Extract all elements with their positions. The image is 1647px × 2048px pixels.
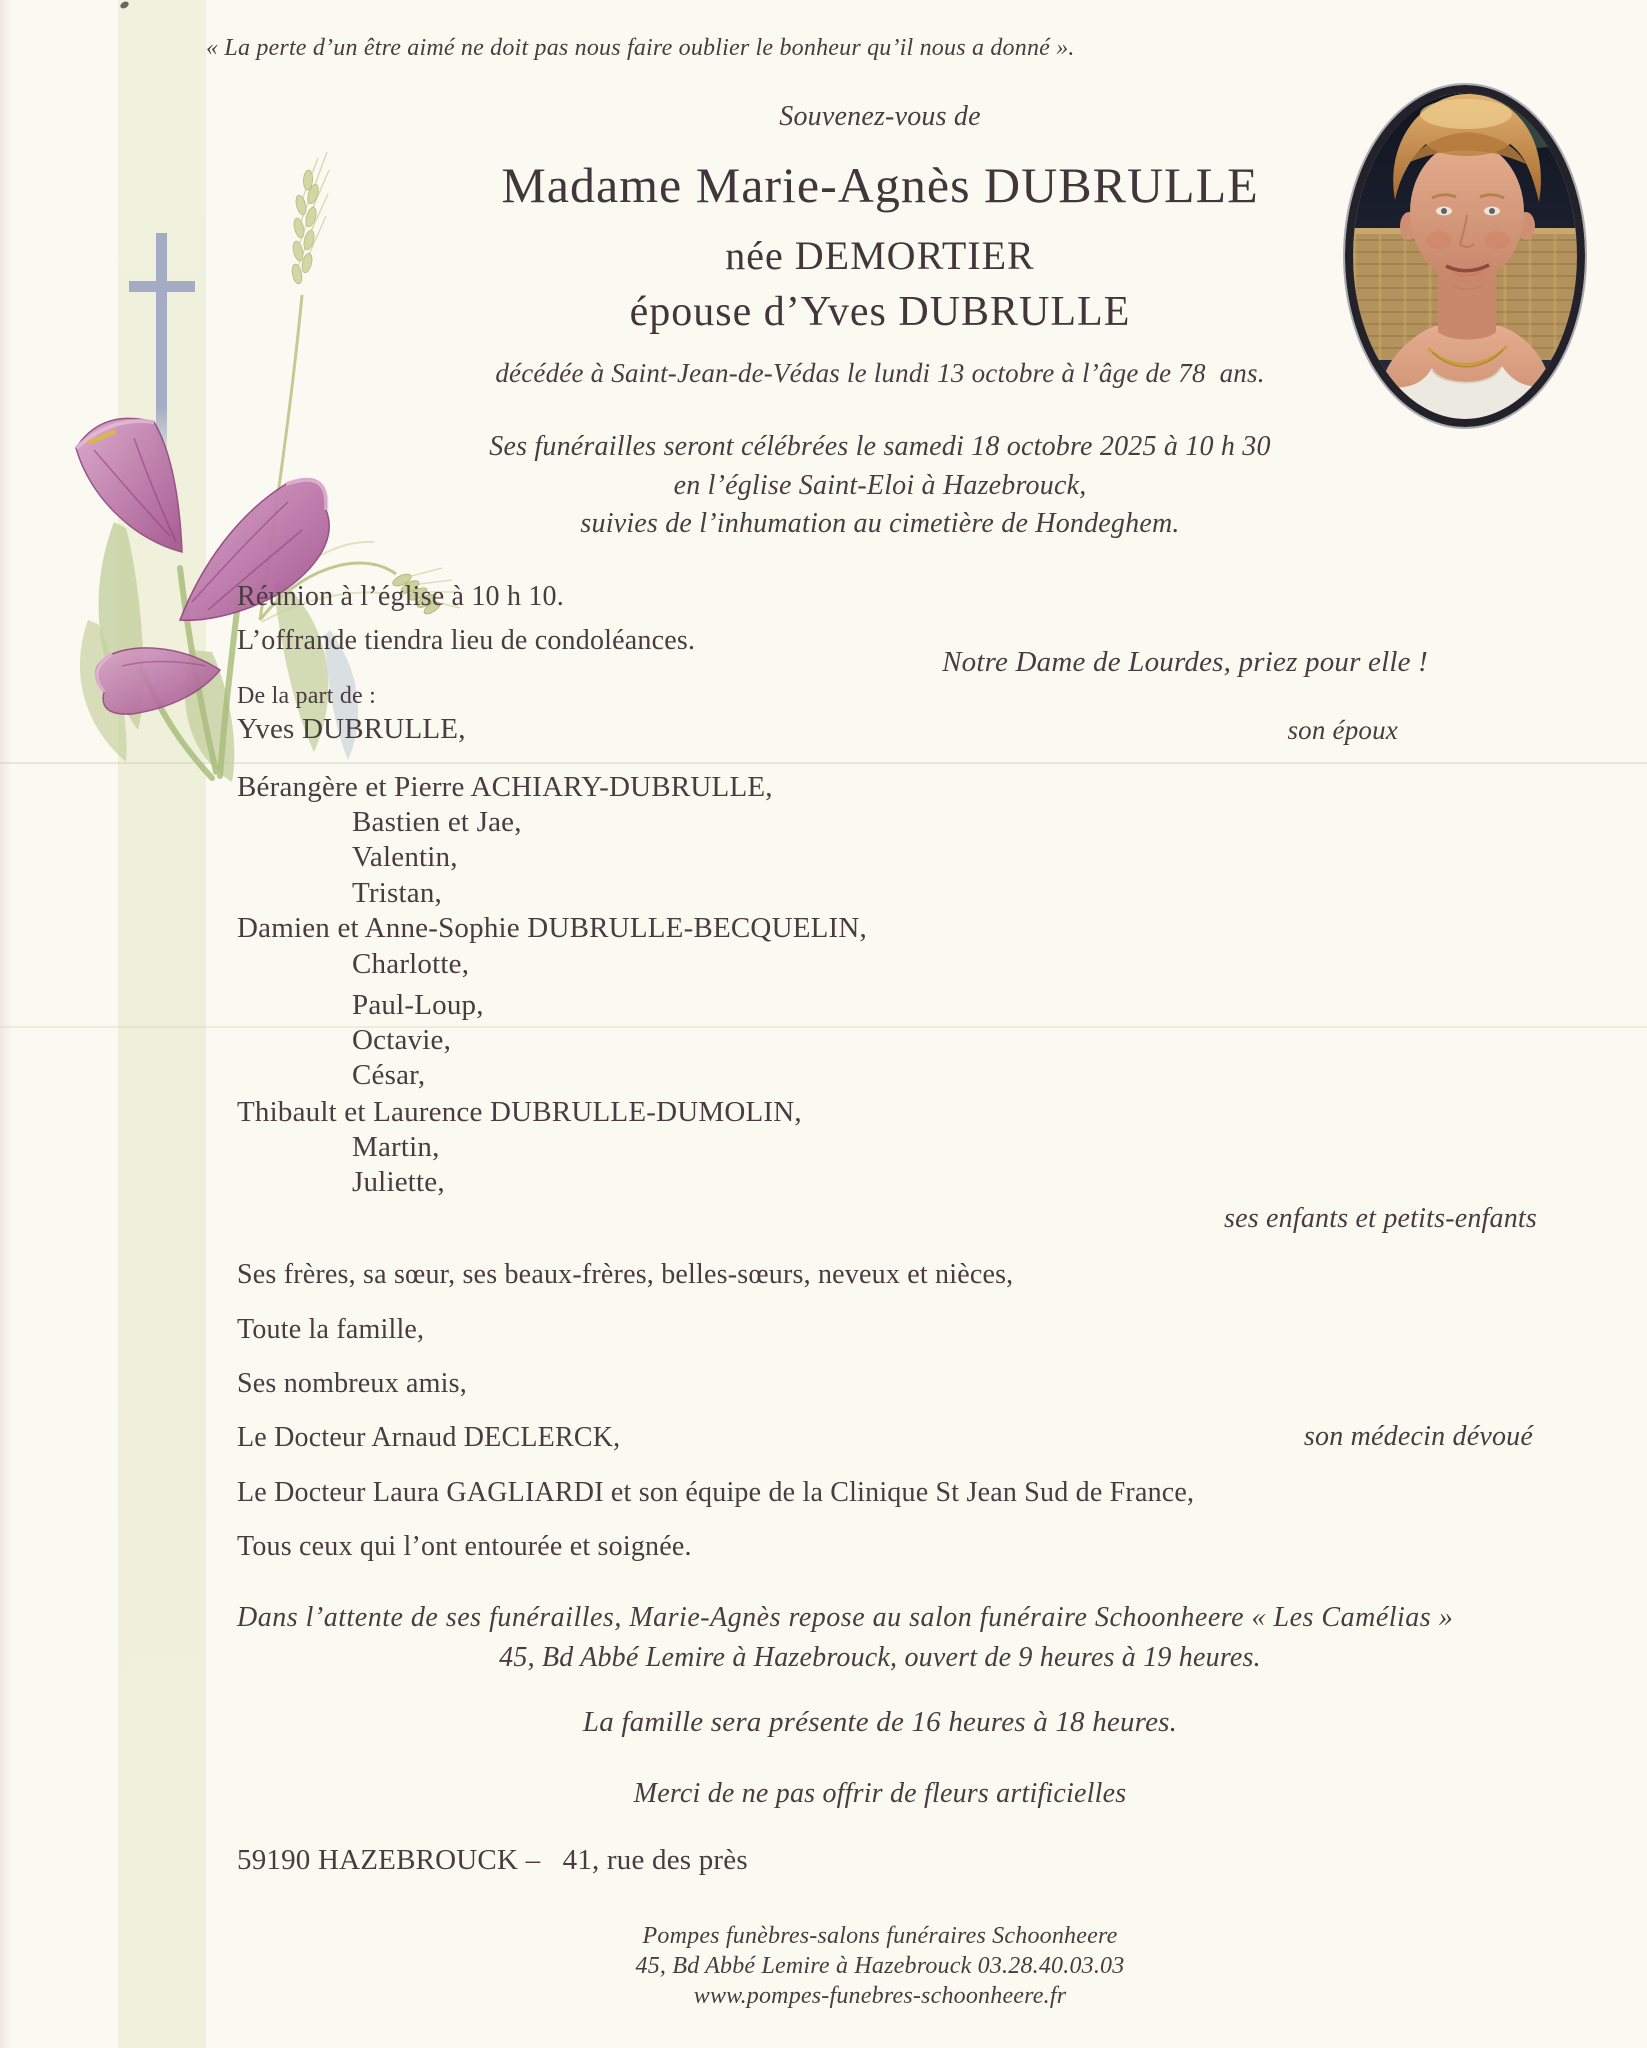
relatives-line: Ses frères, sa sœur, ses beaux-frères, belles-sœurs, neveux et nièces, [237,1259,1014,1290]
husband-role: son époux [1287,715,1398,745]
family-member-line: Bastien et Jae, [352,806,522,838]
family-member-line: Martin, [352,1131,440,1163]
from-label: De la part de : [237,683,376,709]
address-line: 59190 HAZEBROUCK – 41, rue des près [237,1844,748,1876]
repose-line-2: 45, Bd Abbé Lemire à Hazebrouck, ouvert de 9 heures à 19 heures. [499,1642,1261,1673]
scan-left-edge [0,0,12,2048]
family-member-line: Tristan, [352,877,442,909]
family-member-line: César, [352,1059,426,1091]
prayer-line: Notre Dame de Lourdes, priez pour elle ! [942,646,1428,678]
meeting-line: Réunion à l’église à 10 h 10. [237,581,564,612]
fold-crease-bottom [0,1026,1647,1028]
family-member-line: Juliette, [352,1166,445,1198]
family-member-line: Valentin, [352,841,458,873]
death-line: décédée à Saint-Jean-de-Védas le lundi 13 octobre à l’âge de 78 ans. [495,358,1265,388]
children-role: ses enfants et petits-enfants [1224,1203,1537,1234]
spouse-line: épouse d’Yves DUBRULLE [629,289,1131,335]
family-member-line: Paul-Loup, [352,989,484,1021]
remember-line: Souvenez-vous de [779,101,981,132]
family-member-line: Bérangère et Pierre ACHIARY-DUBRULLE, [237,771,773,803]
doctor-declerck-line: Le Docteur Arnaud DECLERCK, [237,1422,621,1453]
no-flowers-line: Merci de ne pas offrir de fleurs artificielles [633,1778,1127,1809]
doctor-role: son médecin dévoué [1303,1421,1533,1452]
husband-name: Yves DUBRULLE, [237,713,466,745]
presence-line: La famille sera présente de 16 heures à 18 heures. [582,1706,1178,1738]
maiden-name-line: née DEMORTIER [725,233,1035,278]
repose-line-1: Dans l’attente de ses funérailles, Marie-Agnès repose au salon funéraire Schoonheere « Les Camélias » [237,1602,1454,1633]
family-member-line: Octavie, [352,1024,452,1056]
family-member-line: Thibault et Laurence DUBRULLE-DUMOLIN, [237,1096,802,1128]
funeral-line-2: en l’église Saint-Eloi à Hazebrouck, [673,470,1087,501]
memorial-quote: « La perte d’un être aimé ne doit pas nous faire oublier le bonheur qu’il nous a donné ». [206,35,1075,61]
funeral-line-1: Ses funérailles seront célébrées le samedi 18 octobre 2025 à 10 h 30 [489,431,1271,462]
family-member-line: Charlotte, [352,948,470,980]
doctor-gagliardi-line: Le Docteur Laura GAGLIARDI et son équipe de la Clinique St Jean Sud de France, [237,1477,1195,1508]
friends-line: Ses nombreux amis, [237,1368,467,1399]
footer-line-2: 45, Bd Abbé Lemire à Hazebrouck 03.28.40.03.03 [635,1953,1125,1979]
footer-line-3: www.pompes-funebres-schoonheere.fr [693,1983,1067,2009]
family-line: Toute la famille, [237,1314,425,1345]
caregivers-line: Tous ceux qui l’ont entourée et soignée. [237,1531,692,1562]
footer-line-1: Pompes funèbres-salons funéraires Schoonheere [642,1923,1118,1949]
offering-line: L’offrande tiendra lieu de condoléances. [237,625,696,656]
family-member-line: Damien et Anne-Sophie DUBRULLE-BECQUELIN, [237,912,867,944]
deceased-name: Madame Marie-Agnès DUBRULLE [501,157,1259,213]
funeral-line-3: suivies de l’inhumation au cimetière de Hondeghem. [580,508,1180,539]
